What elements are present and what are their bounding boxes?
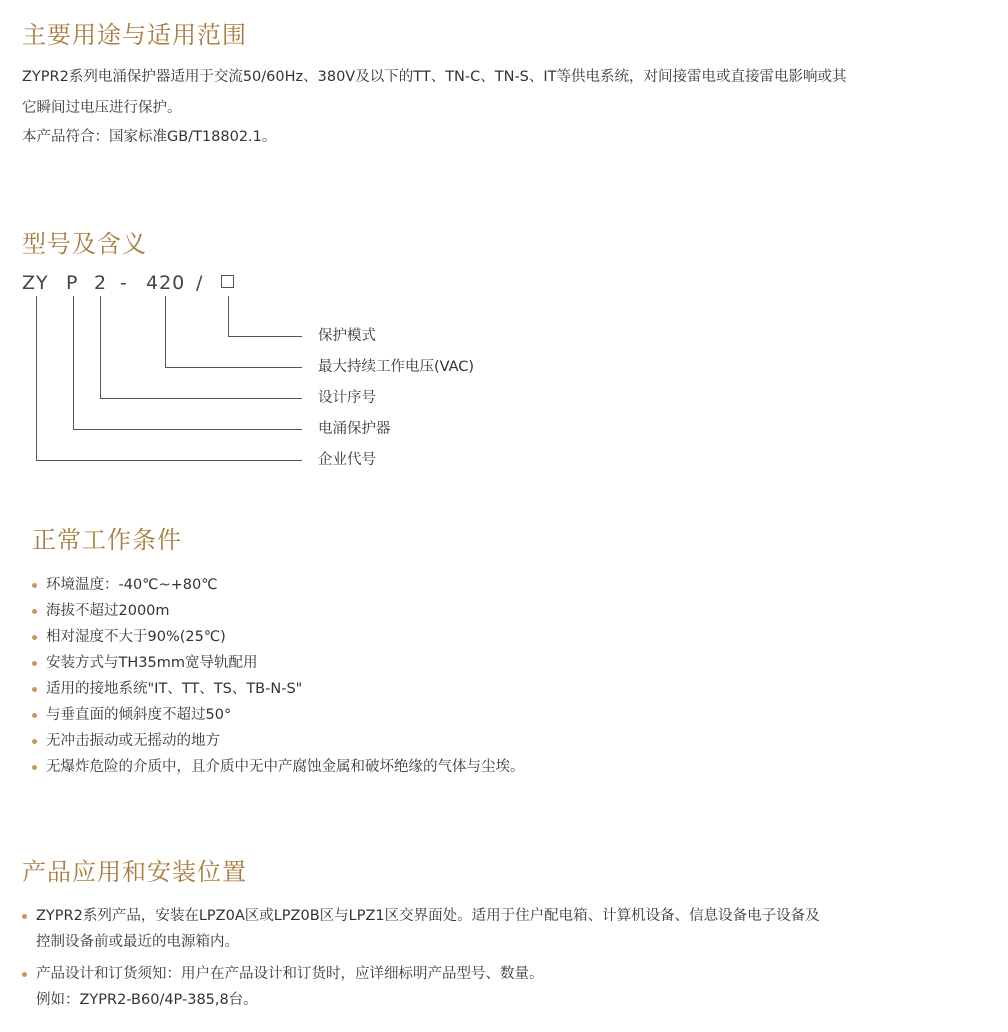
code-part-voltage: 420 — [146, 272, 186, 294]
section-title-usage: 主要用途与适用范围 — [22, 21, 247, 49]
list-item: 无冲击振动或无摇动的地方 — [32, 731, 525, 757]
application-item1-line1: ZYPR2系列产品，安装在LPZ0A区或LPZ0B区与LPZ1区交界面处。适用于住户配电箱、计算机设备、信息设备电子设备及 — [36, 908, 820, 924]
list-item: 安装方式与TH35mm宽导轨配用 — [32, 653, 525, 679]
list-item: 环境温度：-40℃~+80℃ — [32, 575, 525, 601]
label-design-number: 设计序号 — [318, 390, 376, 406]
list-item: 与垂直面的倾斜度不超过50° — [32, 705, 525, 731]
code-dash: - — [120, 272, 128, 294]
application-item1-line2: 控制设备前或最近的电源箱内。 — [36, 934, 239, 950]
code-part-spd: P — [66, 272, 79, 294]
application-item2-line1: 产品设计和订货须知：用户在产品设计和订货时，应详细标明产品型号、数量。 — [36, 966, 544, 982]
section-title-model: 型号及含义 — [22, 230, 147, 258]
label-max-voltage: 最大持续工作电压(VAC) — [318, 359, 475, 375]
list-item: 无爆炸危险的介质中，且介质中无中产腐蚀金属和破坏绝缘的气体与尘埃。 — [32, 757, 525, 783]
list-item: 相对湿度不大于90%(25℃) — [32, 627, 525, 653]
label-protection-mode: 保护模式 — [318, 328, 376, 344]
section-title-application: 产品应用和安装位置 — [22, 858, 247, 886]
usage-paragraph-line2: 它瞬间过电压进行保护。 — [22, 100, 182, 116]
code-part-design: 2 — [94, 272, 108, 294]
code-part-mode-box — [221, 275, 234, 288]
application-item2-line2: 例如：ZYPR2-B60/4P-385,8台。 — [36, 992, 258, 1008]
label-company-code: 企业代号 — [318, 452, 376, 468]
label-surge-protector: 电涌保护器 — [318, 421, 391, 437]
section-title-conditions: 正常工作条件 — [32, 526, 182, 554]
list-item: 适用的接地系统"IT、TT、TS、TB-N-S" — [32, 679, 525, 705]
conditions-list — [32, 575, 525, 783]
application-list — [22, 903, 992, 1019]
usage-paragraph-line1: ZYPR2系列电涌保护器适用于交流50/60Hz、380V及以下的TT、TN-C、TN-S、IT等供电系统，对间接雷电或直接雷电影响或其 — [22, 69, 847, 85]
standard-statement: 本产品符合：国家标准GB/T18802.1。 — [22, 129, 277, 145]
list-item: 海拔不超过2000m — [32, 601, 525, 627]
list-item — [22, 903, 992, 955]
list-item — [22, 961, 992, 1013]
code-slash: / — [196, 272, 204, 294]
code-part-company: ZY — [22, 272, 49, 294]
